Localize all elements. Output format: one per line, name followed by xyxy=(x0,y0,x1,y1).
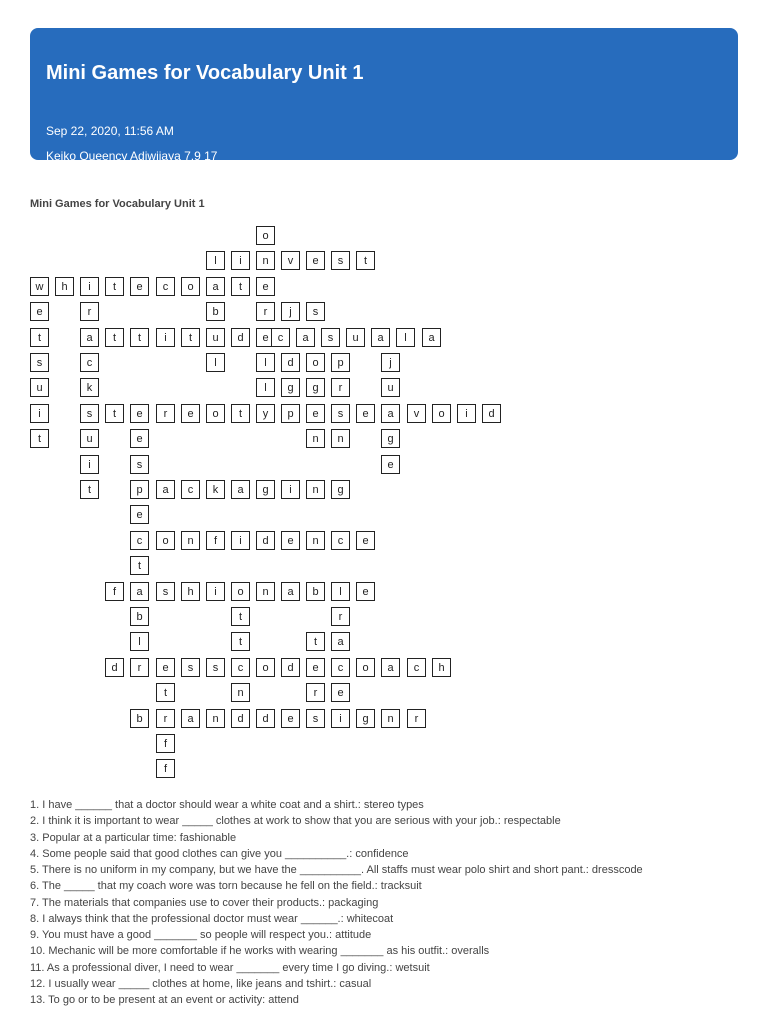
crossword-cell: r xyxy=(130,658,149,677)
crossword-cell: d xyxy=(105,658,124,677)
crossword-cell: l xyxy=(206,353,225,372)
crossword-cell: f xyxy=(105,582,124,601)
crossword-cell: u xyxy=(80,429,99,448)
crossword-cell: l xyxy=(130,632,149,651)
crossword-cell: r xyxy=(80,302,99,321)
crossword-cell: t xyxy=(156,683,175,702)
clue-list xyxy=(30,797,750,1008)
crossword-cell: e xyxy=(306,658,325,677)
crossword-cell: j xyxy=(381,353,400,372)
crossword-cell: p xyxy=(331,353,350,372)
crossword-cell: l xyxy=(331,582,350,601)
crossword-cell: n xyxy=(306,531,325,550)
crossword-cell: r xyxy=(331,607,350,626)
crossword-cell: n xyxy=(231,683,250,702)
crossword-cell: a xyxy=(80,328,99,347)
crossword-cell: g xyxy=(331,480,350,499)
crossword-cell: k xyxy=(80,378,99,397)
crossword-cell: e xyxy=(356,531,375,550)
crossword-cell: f xyxy=(156,759,175,778)
clue-item: 8. I always think that the professional doctor must wear ______.: whitecoat xyxy=(30,912,394,925)
crossword-cell: t xyxy=(80,480,99,499)
crossword-cell: a xyxy=(381,404,400,423)
crossword-cell: g xyxy=(356,709,375,728)
crossword-cell: g xyxy=(306,378,325,397)
crossword-cell: a xyxy=(381,658,400,677)
crossword-cell: e xyxy=(356,404,375,423)
crossword-cell: s xyxy=(181,658,200,677)
crossword-cell: h xyxy=(432,658,451,677)
crossword-cell: u xyxy=(346,328,365,347)
crossword-cell: s xyxy=(130,455,149,474)
crossword-cell: i xyxy=(156,328,175,347)
clue-item: 1. I have ______ that a doctor should wear a white coat and a shirt.: stereo types xyxy=(30,799,424,811)
crossword-cell: c xyxy=(130,531,149,550)
crossword-cell: h xyxy=(55,277,74,296)
crossword-cell: i xyxy=(80,277,99,296)
crossword-cell: i xyxy=(231,251,250,270)
crossword-cell: r xyxy=(156,404,175,423)
crossword-cell: t xyxy=(30,328,49,347)
crossword-cell: t xyxy=(105,277,124,296)
clue-item: 2. I think it is important to wear _____ clothes at work to show that you are serious with your job.: respectable xyxy=(30,815,561,828)
crossword-cell: e xyxy=(181,404,200,423)
crossword-cell: b xyxy=(206,302,225,321)
crossword-cell: o xyxy=(256,226,275,245)
crossword-cell: t xyxy=(231,404,250,423)
crossword-cell: e xyxy=(130,404,149,423)
crossword-cell: t xyxy=(30,429,49,448)
crossword-cell: i xyxy=(331,709,350,728)
crossword-cell: c xyxy=(181,480,200,499)
crossword-cell: i xyxy=(30,404,49,423)
crossword-cell: l xyxy=(206,251,225,270)
clue-item: 6. The _____ that my coach wore was torn because he fell on the field.: tracksuit xyxy=(30,880,422,893)
crossword-cell: i xyxy=(231,531,250,550)
crossword-cell: t xyxy=(181,328,200,347)
crossword-cell: o xyxy=(181,277,200,296)
crossword-cell: u xyxy=(206,328,225,347)
crossword-cell: e xyxy=(30,302,49,321)
crossword-cell: w xyxy=(30,277,49,296)
crossword-cell: c xyxy=(156,277,175,296)
crossword-cell: f xyxy=(206,531,225,550)
crossword-cell: t xyxy=(130,328,149,347)
clue-item: 3. Popular at a particular time: fashionable xyxy=(30,831,237,844)
crossword-cell: s xyxy=(331,404,350,423)
crossword-cell: b xyxy=(306,582,325,601)
crossword-cell: t xyxy=(231,607,250,626)
crossword-cell: n xyxy=(306,429,325,448)
crossword-cell: e xyxy=(381,455,400,474)
crossword-cell: r xyxy=(407,709,426,728)
crossword-cell: u xyxy=(30,378,49,397)
crossword-cell: c xyxy=(331,658,350,677)
crossword-cell: d xyxy=(482,404,501,423)
crossword-cell: s xyxy=(331,251,350,270)
crossword-cell: r xyxy=(156,709,175,728)
crossword-cell: r xyxy=(331,378,350,397)
crossword-cell: o xyxy=(306,353,325,372)
crossword-cell: g xyxy=(381,429,400,448)
crossword-cell: d xyxy=(231,709,250,728)
crossword-cell: d xyxy=(256,531,275,550)
crossword-cell: e xyxy=(130,505,149,524)
crossword-cell: a xyxy=(281,582,300,601)
crossword-cell: t xyxy=(130,556,149,575)
crossword-cell: e xyxy=(306,251,325,270)
clue-item: 10. Mechanic will be more comfortable if he works with wearing _______ as his outfit.: overalls xyxy=(30,945,490,958)
crossword-cell: t xyxy=(231,632,250,651)
crossword-cell: e xyxy=(331,683,350,702)
crossword-cell: e xyxy=(356,582,375,601)
crossword-cell: n xyxy=(256,582,275,601)
crossword-cell: d xyxy=(231,328,250,347)
crossword-cell: l xyxy=(256,353,275,372)
crossword-cell: l xyxy=(396,328,415,347)
crossword-cell: d xyxy=(256,709,275,728)
crossword-cell: n xyxy=(381,709,400,728)
crossword-cell: e xyxy=(130,429,149,448)
crossword-cell: y xyxy=(256,404,275,423)
crossword-cell: n xyxy=(181,531,200,550)
crossword-cell: b xyxy=(130,607,149,626)
crossword-cell: e xyxy=(156,658,175,677)
crossword-cell: s xyxy=(321,328,340,347)
crossword-cell: a xyxy=(206,277,225,296)
crossword-cell: f xyxy=(156,734,175,753)
crossword-cell: t xyxy=(231,277,250,296)
crossword-cell: o xyxy=(206,404,225,423)
clue-item: 13. To go or to be present at an event or activity: attend xyxy=(30,994,299,1006)
clue-item: 9. You must have a good _______ so people will respect you.: attitude xyxy=(30,929,372,941)
crossword-cell: v xyxy=(281,251,300,270)
report-date: Sep 22, 2020, 11:56 AM xyxy=(46,124,174,138)
crossword-cell: o xyxy=(356,658,375,677)
clue-item: 7. The materials that companies use to cover their products.: packaging xyxy=(30,896,379,909)
clue-item: 4. Some people said that good clothes can give you __________.: confidence xyxy=(30,847,409,860)
crossword-cell: o xyxy=(256,658,275,677)
crossword-cell: e xyxy=(130,277,149,296)
crossword-cell: a xyxy=(371,328,390,347)
crossword-cell: n xyxy=(256,251,275,270)
crossword-cell: i xyxy=(206,582,225,601)
page-title: Mini Games for Vocabulary Unit 1 xyxy=(46,62,364,84)
crossword-cell: c xyxy=(271,328,290,347)
crossword-cell: s xyxy=(30,353,49,372)
crossword-cell: d xyxy=(281,353,300,372)
crossword-cell: e xyxy=(256,328,275,347)
crossword-cell: a xyxy=(156,480,175,499)
crossword-cell: s xyxy=(306,709,325,728)
crossword-cell: o xyxy=(156,531,175,550)
crossword-cell: a xyxy=(130,582,149,601)
crossword-cell: a xyxy=(181,709,200,728)
crossword-cell: d xyxy=(281,658,300,677)
crossword-cell: o xyxy=(231,582,250,601)
crossword-cell: p xyxy=(281,404,300,423)
crossword-cell: t xyxy=(356,251,375,270)
crossword-cell: s xyxy=(206,658,225,677)
crossword-cell: i xyxy=(80,455,99,474)
crossword-cell: a xyxy=(296,328,315,347)
crossword-cell: l xyxy=(256,378,275,397)
report-author: Keiko Queency Adiwijaya 7.9 17 xyxy=(46,149,218,163)
crossword-cell: s xyxy=(80,404,99,423)
crossword-cell: n xyxy=(306,480,325,499)
crossword-cell: a xyxy=(422,328,441,347)
crossword-cell: i xyxy=(281,480,300,499)
crossword-cell: e xyxy=(281,709,300,728)
crossword-cell: r xyxy=(306,683,325,702)
crossword-cell: c xyxy=(407,658,426,677)
crossword-cell: c xyxy=(80,353,99,372)
crossword-cell: t xyxy=(105,404,124,423)
crossword-cell: e xyxy=(306,404,325,423)
crossword-cell: v xyxy=(407,404,426,423)
puzzle-title: Mini Games for Vocabulary Unit 1 xyxy=(30,198,205,210)
crossword-cell: a xyxy=(231,480,250,499)
crossword-cell: g xyxy=(281,378,300,397)
crossword-cell: r xyxy=(256,302,275,321)
crossword-cell: c xyxy=(331,531,350,550)
crossword-cell: e xyxy=(256,277,275,296)
crossword-cell: n xyxy=(331,429,350,448)
clue-item: 12. I usually wear _____ clothes at home, like jeans and tshirt.: casual xyxy=(30,977,372,990)
crossword-cell: o xyxy=(432,404,451,423)
crossword-cell: t xyxy=(306,632,325,651)
crossword-cell: g xyxy=(256,480,275,499)
clue-item: 11. As a professional diver, I need to wear _______ every time I go diving.: wetsuit xyxy=(30,961,430,974)
crossword-cell: c xyxy=(231,658,250,677)
crossword-cell: k xyxy=(206,480,225,499)
crossword-cell: p xyxy=(130,480,149,499)
crossword-cell: t xyxy=(105,328,124,347)
crossword-cell: e xyxy=(281,531,300,550)
crossword-cell: s xyxy=(156,582,175,601)
crossword-cell: h xyxy=(181,582,200,601)
crossword-cell: b xyxy=(130,709,149,728)
clue-item: 5. There is no uniform in my company, but we have the __________. All staffs must wear polo shirt and short pant.: dresscode xyxy=(30,864,643,876)
crossword-cell: u xyxy=(381,378,400,397)
crossword-cell: s xyxy=(306,302,325,321)
crossword-cell: n xyxy=(206,709,225,728)
crossword-cell: j xyxy=(281,302,300,321)
crossword-cell: a xyxy=(331,632,350,651)
crossword-cell: i xyxy=(457,404,476,423)
